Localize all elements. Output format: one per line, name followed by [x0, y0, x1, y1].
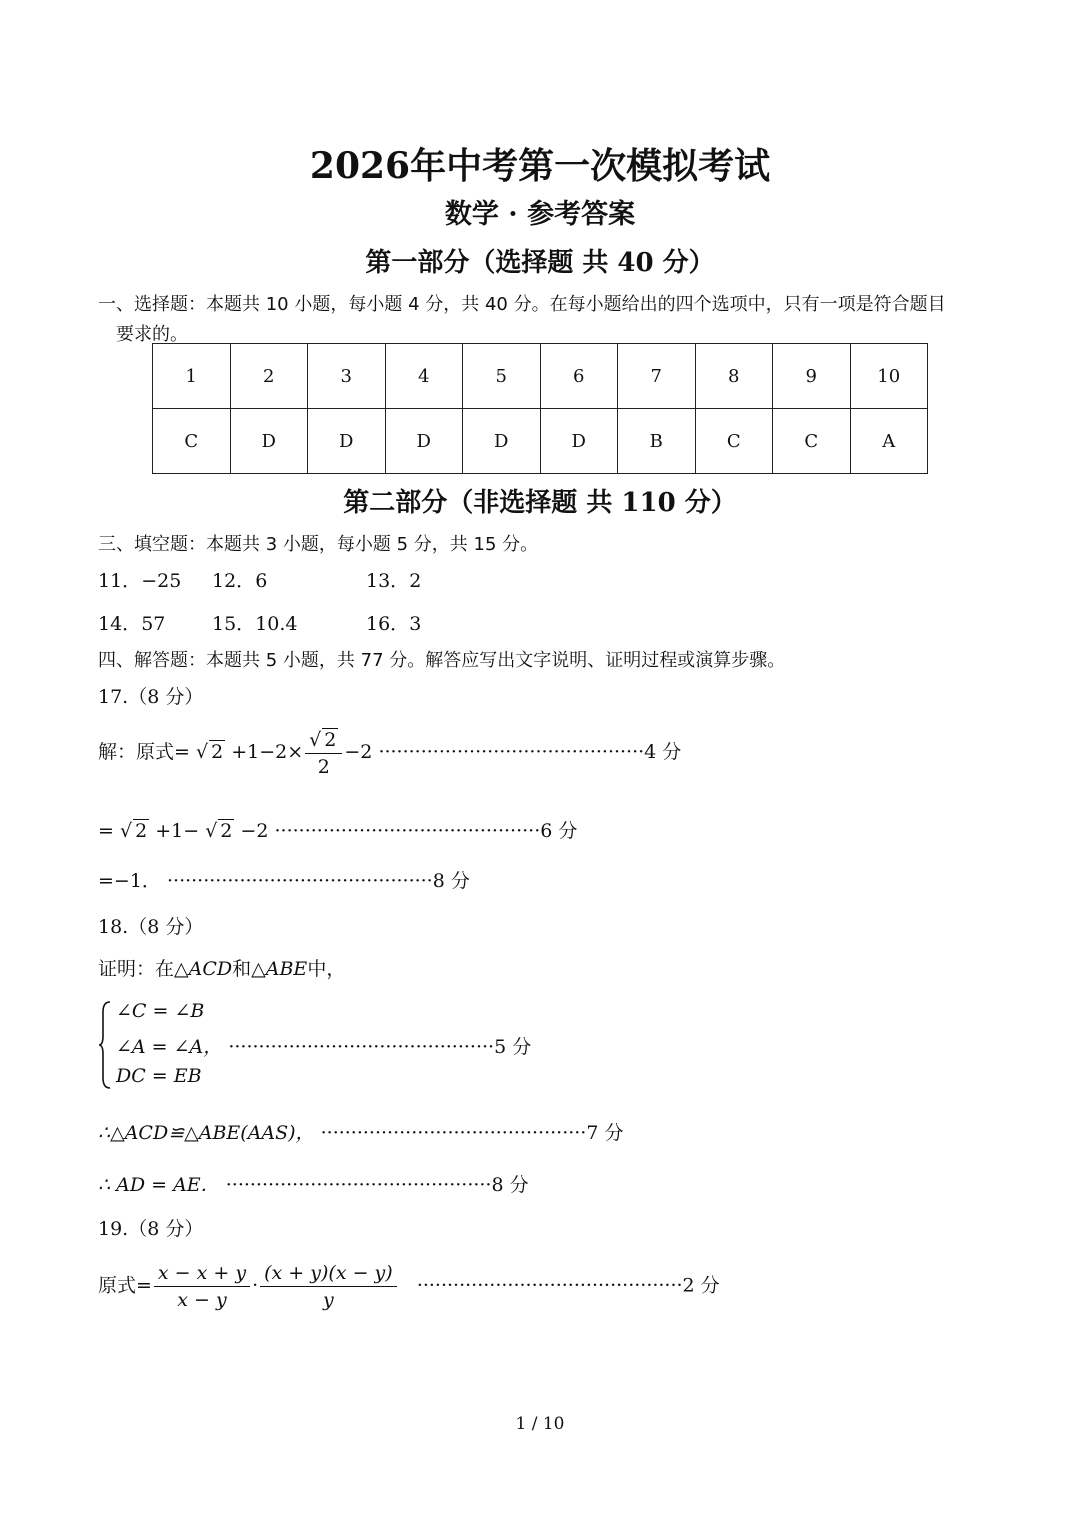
q17-expr: +1−2×	[225, 741, 304, 763]
question-number: 1	[153, 344, 231, 409]
q17-lead: 解：原式	[98, 741, 175, 763]
question-number: 8	[695, 344, 773, 409]
fill-answer-13	[366, 566, 421, 593]
score-dots: ············································6 分	[274, 820, 578, 842]
q17-expr-end: −2	[234, 820, 269, 842]
answer-table-numbers-row	[153, 344, 928, 409]
answer-choice: C	[773, 409, 851, 474]
q17-heading: 17.（8 分）	[98, 686, 204, 708]
sqrt-symbol: √	[119, 820, 133, 842]
score-dots: ············································7 分	[320, 1122, 624, 1144]
proof-text: 中，	[307, 958, 346, 980]
answer-choice: D	[385, 409, 463, 474]
fraction-numerator: x − x + y	[154, 1262, 250, 1287]
answer-choice: A	[850, 409, 928, 474]
answer-choice: D	[540, 409, 618, 474]
fill-answer-16	[366, 609, 421, 636]
q17-line2	[98, 816, 577, 843]
score-dots: ············································8 分	[166, 870, 470, 892]
sqrt-symbol: √	[309, 729, 322, 751]
q17-result: =−1．	[98, 870, 161, 892]
page-number: 1 / 10	[515, 1414, 565, 1434]
proof-text: 证明：在	[98, 958, 175, 980]
q18-proof-lead	[98, 954, 345, 981]
page-title: 2026年中考第一次模拟考试	[309, 145, 771, 187]
q18-congruence: ∴△ACD≌△ABE(AAS)，	[98, 1122, 315, 1144]
fill-number: 14．	[98, 613, 142, 635]
fill-value: 57	[141, 613, 166, 635]
score-dots: ············································2 分	[416, 1274, 720, 1297]
q17-eq: =	[98, 820, 120, 842]
question-number: 3	[308, 344, 386, 409]
question-number: 6	[540, 344, 618, 409]
q17-expr: +1−	[149, 820, 206, 842]
q19-fraction-2	[260, 1262, 397, 1311]
answer-choice: D	[463, 409, 541, 474]
section-one-instructions-cont: 要求的。	[116, 324, 188, 345]
triangle-acd: △ACD	[174, 958, 233, 980]
triangle-abe: △ABE	[251, 958, 308, 980]
q18-conclusion-line	[98, 1170, 529, 1197]
sqrt-radicand: 2	[324, 729, 337, 751]
q18-conclusion: ∴ AD = AE．	[98, 1174, 220, 1196]
q17-line3	[98, 866, 470, 893]
q18-condition-1: ∠C = ∠B	[116, 1000, 205, 1022]
fill-value: 6	[255, 570, 268, 592]
question-number: 5	[463, 344, 541, 409]
score-dots: ············································4 分	[378, 741, 682, 763]
part-one-heading: 第一部分（选择题 共 40 分）	[365, 248, 715, 278]
answer-choice: D	[230, 409, 308, 474]
q19-fraction-1	[154, 1262, 250, 1311]
fraction-denominator: x − y	[177, 1289, 227, 1311]
fill-answer-15	[212, 609, 298, 636]
fraction-numerator: (x + y)(x − y)	[260, 1262, 397, 1287]
sqrt-radicand: 2	[211, 741, 224, 763]
sqrt-radicand: 2	[220, 820, 233, 842]
fraction-numerator	[305, 728, 342, 754]
fill-number: 15．	[212, 613, 256, 635]
score-dots: ············································5 分	[228, 1036, 532, 1058]
answer-table	[152, 343, 928, 474]
answer-choice: C	[153, 409, 231, 474]
proof-text: 和	[232, 958, 252, 980]
section-three-instructions: 三、填空题：本题共 3 小题，每小题 5 分，共 15 分。	[98, 534, 539, 555]
fill-number: 12．	[212, 570, 256, 592]
score-dots: ············································8 分	[225, 1174, 529, 1196]
question-number: 7	[618, 344, 696, 409]
left-brace	[98, 1000, 112, 1090]
q19-line1	[98, 1262, 720, 1311]
q19-lead: 原式=	[98, 1274, 152, 1297]
multiply-dot: ·	[252, 1274, 259, 1297]
answer-choice: C	[695, 409, 773, 474]
q17-line1	[98, 728, 681, 778]
part-two-heading: 第二部分（非选择题 共 110 分）	[343, 488, 737, 518]
answer-choice: D	[308, 409, 386, 474]
q18-condition-2-line	[116, 1032, 531, 1059]
q17-eq: =	[174, 741, 196, 763]
fill-value: 3	[409, 613, 422, 635]
section-one-instructions: 一、选择题：本题共 10 小题，每小题 4 分，共 40 分。在每小题给出的四个选项中，只有一项是符合题目	[98, 294, 946, 315]
q19-heading: 19.（8 分）	[98, 1218, 204, 1240]
fill-answer-14	[98, 609, 165, 636]
fill-number: 16．	[366, 613, 410, 635]
question-number: 4	[385, 344, 463, 409]
q18-congruence-line	[98, 1118, 623, 1145]
q18-condition-2: ∠A = ∠A，	[116, 1036, 223, 1058]
answer-table-answers-row	[153, 409, 928, 474]
sqrt-symbol: √	[195, 741, 209, 763]
question-number: 9	[773, 344, 851, 409]
fill-answer-11	[98, 566, 181, 593]
page-subtitle: 数学 · 参考答案	[444, 199, 636, 230]
fraction-denominator: 2	[317, 756, 330, 778]
answer-choice: B	[618, 409, 696, 474]
fill-value: 2	[409, 570, 422, 592]
sqrt-radicand: 2	[135, 820, 148, 842]
sqrt-symbol: √	[205, 820, 218, 842]
question-number: 10	[850, 344, 928, 409]
q18-condition-3: DC = EB	[116, 1065, 202, 1087]
q17-expr-end: −2	[344, 741, 373, 763]
question-number: 2	[230, 344, 308, 409]
q18-heading: 18.（8 分）	[98, 916, 204, 938]
fill-answer-12	[212, 566, 267, 593]
q17-fraction	[305, 728, 342, 778]
fill-value: 10.4	[255, 613, 298, 635]
fill-number: 13．	[366, 570, 410, 592]
section-four-instructions: 四、解答题：本题共 5 小题，共 77 分。解答应写出文字说明、证明过程或演算步骤。	[98, 650, 786, 671]
fraction-denominator: y	[323, 1289, 334, 1311]
fill-number: 11．	[98, 570, 142, 592]
fill-value: −25	[141, 570, 182, 592]
